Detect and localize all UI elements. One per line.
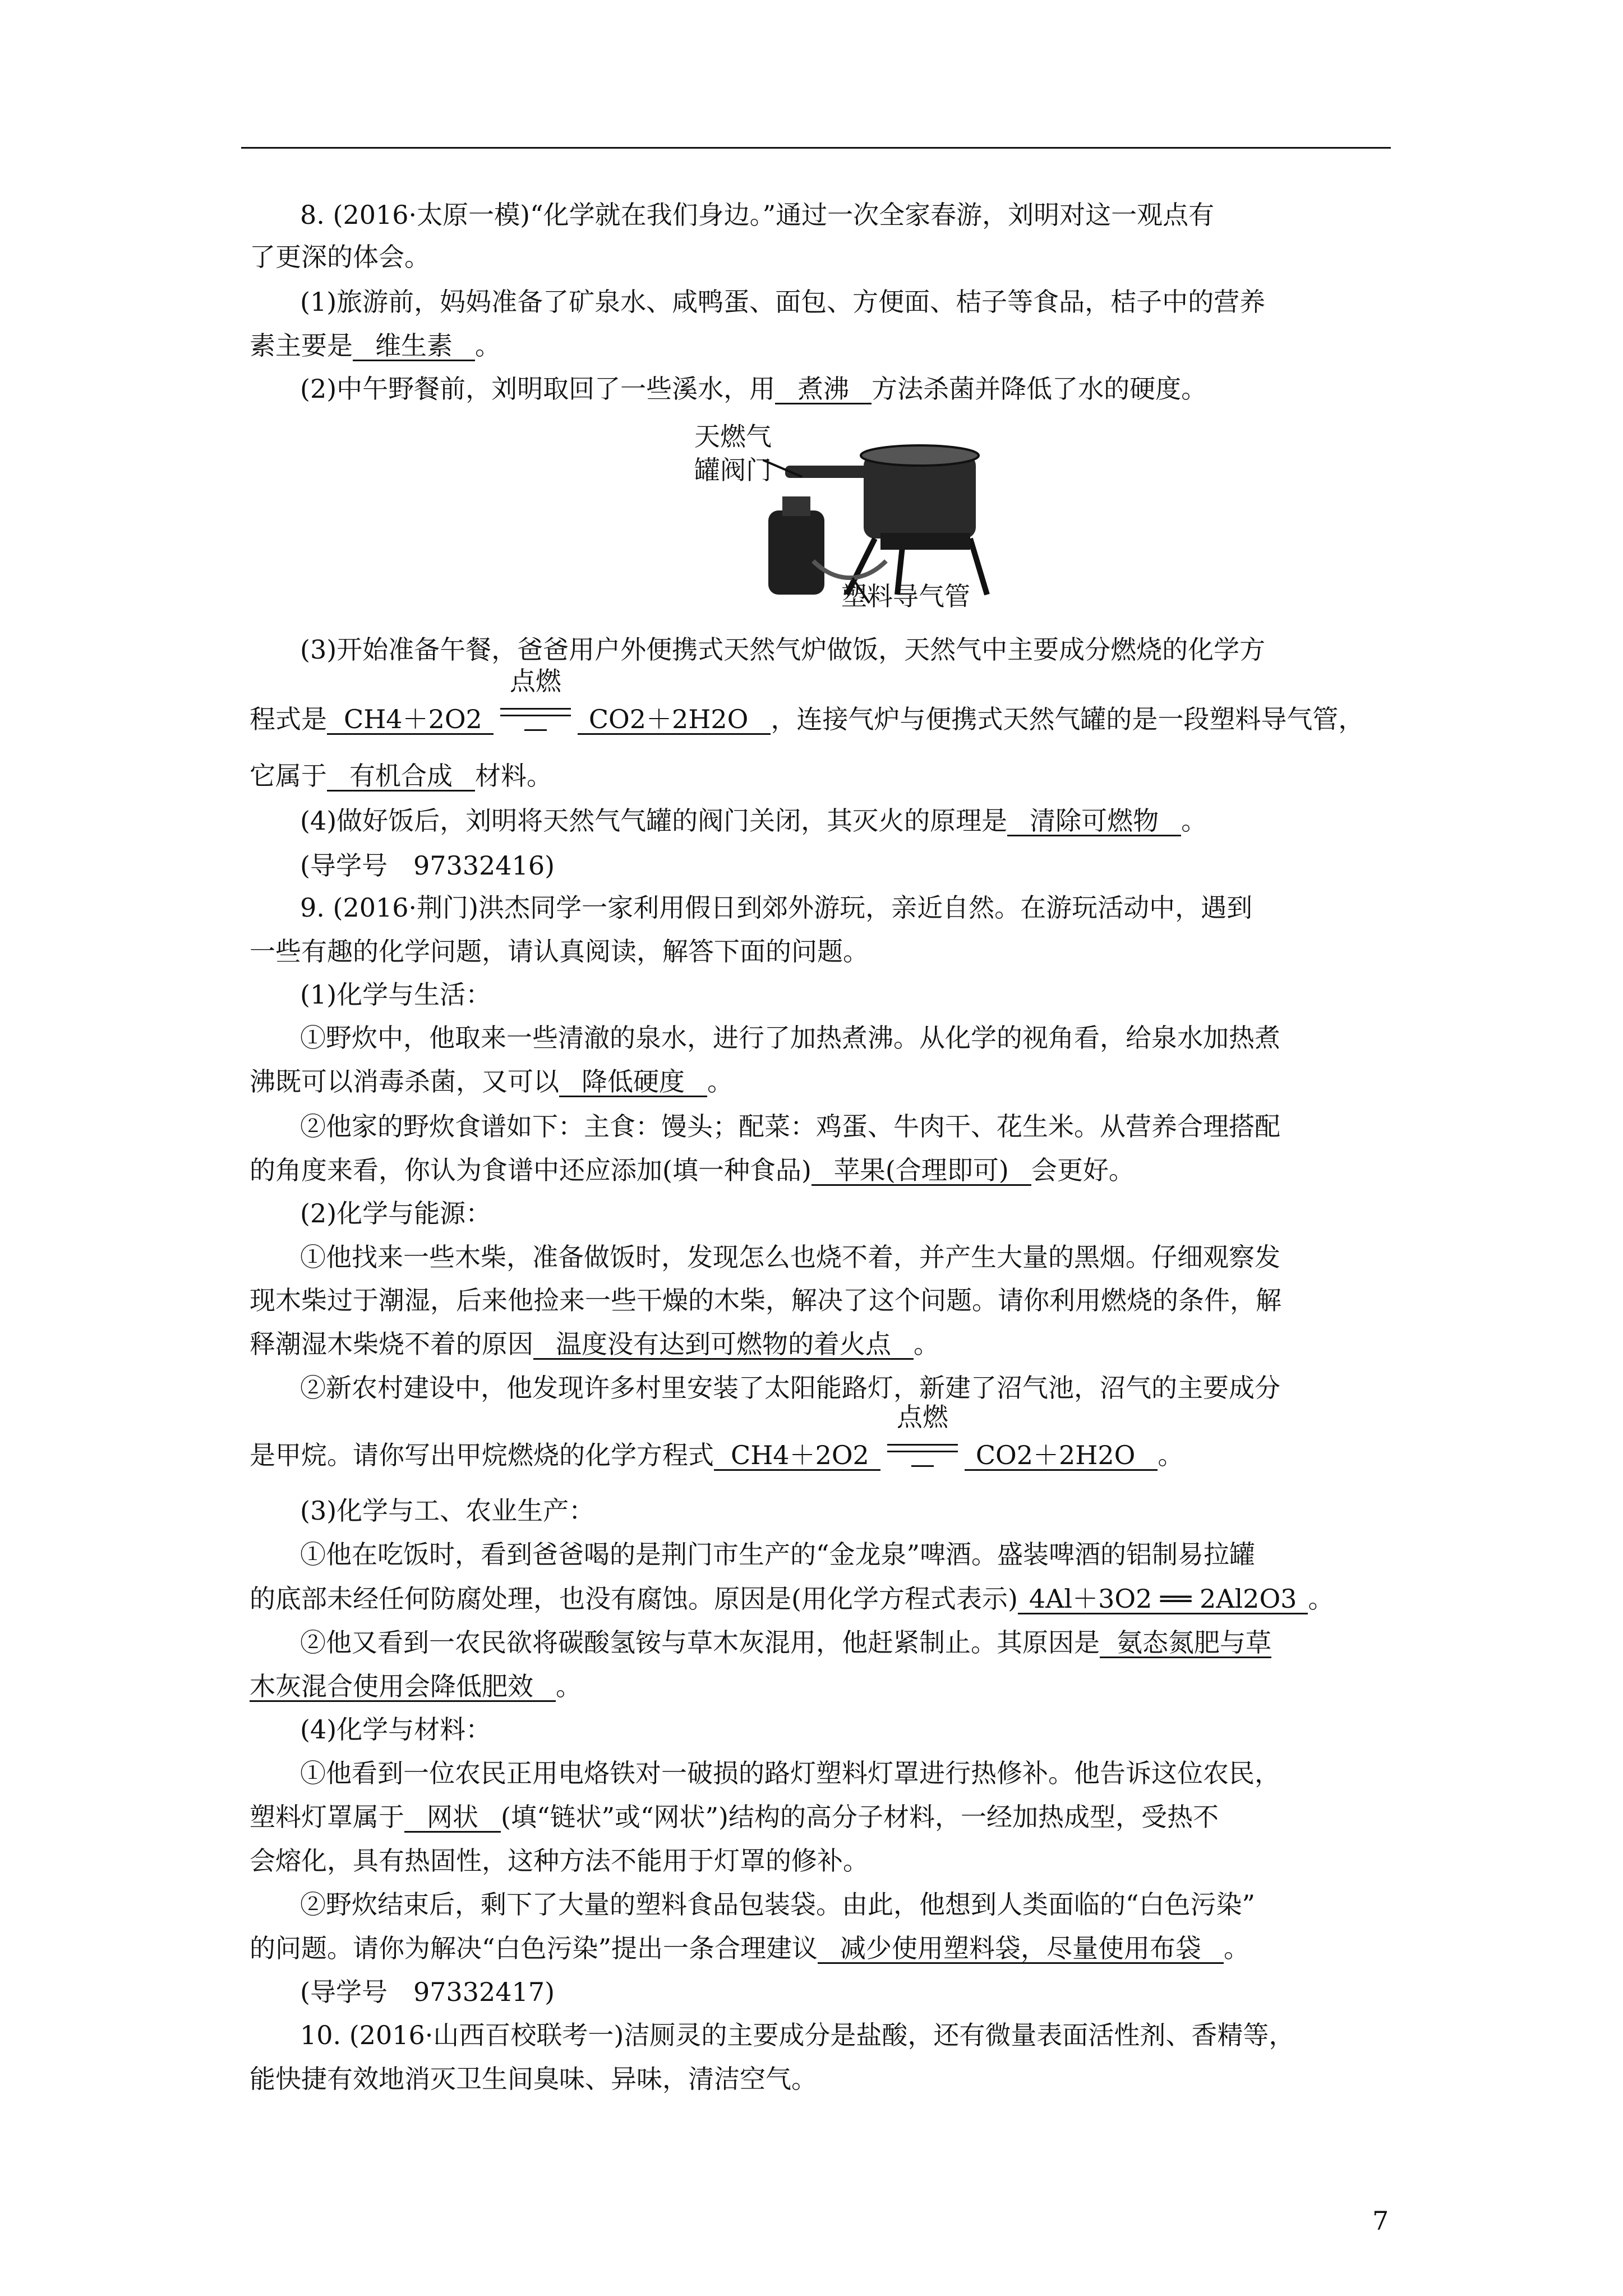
q9-c2-line2: 木灰混合使用会降低肥效 。 (250, 1671, 582, 1701)
q8-line2: 了更深的体会。 (250, 242, 430, 272)
q9-c1-line1: ①他在吃饭时，看到爸爸喝的是荆门市生产的“金龙泉”啤酒。盛装啤酒的铝制易拉罐 (300, 1539, 1256, 1570)
q9-line2: 一些有趣的化学问题，请认真阅读，解答下面的问题。 (250, 936, 869, 967)
q9-a1-line2: 沸既可以消毒杀菌，又可以 降低硬度 。 (250, 1066, 733, 1097)
q8-line1: 8. (2016·太原一模)“化学就在我们身边。”通过一次全家春游，刘明对这一观点有 (300, 200, 1215, 230)
q9-c2-answer-part1: 氨态氮肥与草 (1100, 1628, 1271, 1658)
q9-d2-line1: ②野炊结束后，剩下了大量的塑料食品包装袋。由此，他想到人类面临的“白色污染” (300, 1889, 1256, 1920)
q9-guide-number: (导学号 97332417) (300, 1977, 555, 2007)
q9-c2-line1: ②他又看到一农民欲将碳酸氢铵与草木灰混用，他赶紧制止。其原因是 氨态氮肥与草 (300, 1627, 1271, 1658)
q9-b1-line2: 现木柴过于潮湿，后来他捡来一些干燥的木柴，解决了这个问题。请你利用燃烧的条件，解 (250, 1285, 1281, 1315)
q9-h4: (4)化学与材料： (300, 1714, 492, 1745)
q9-b1-line3: 释潮湿木柴烧不着的原因 温度没有达到可燃物的着火点 。 (250, 1329, 939, 1359)
q9-h1: (1)化学与生活： (300, 979, 492, 1010)
q9-a2-answer: 苹果(合理即可) (811, 1156, 1031, 1186)
q9-d2-line2: 的问题。请你为解决“白色污染”提出一条合理建议 减少使用塑料袋，尽量使用布袋 。 (250, 1933, 1250, 1963)
q9-a2-line1: ②他家的野炊食谱如下：主食：馒头；配菜：鸡蛋、牛肉干、花生米。从营养合理搭配 (300, 1111, 1280, 1142)
q9-b2-eq-left: CH4＋2O2 (714, 1441, 880, 1471)
q9-d1-line3: 会熔化，具有热固性，这种方法不能用于灯罩的修补。 (250, 1846, 869, 1876)
q9-b1-line1: ①他找来一些木柴，准备做饭时，发现怎么也烧不着，并产生大量的黑烟。仔细观察发 (300, 1242, 1280, 1272)
q9-d2-answer: 减少使用塑料袋，尽量使用布袋 (818, 1934, 1224, 1964)
q9-c2-answer-part2: 木灰混合使用会降低肥效 (250, 1672, 556, 1702)
q8-s3-answer: 有机合成 (327, 762, 475, 792)
q8-s1-line2: 素主要是 维生素 。 (250, 330, 501, 361)
q8-s1-answer: 维生素 (353, 332, 475, 361)
q9-h3: (3)化学与工、农业生产： (300, 1496, 595, 1526)
q8-s2: (2)中午野餐前，刘明取回了一些溪水，用 煮沸 方法杀菌并降低了水的硬度。 (300, 374, 1207, 404)
q9-b2-line1: ②新农村建设中，他发现许多村里安装了太阳能路灯，新建了沼气池，沼气的主要成分 (300, 1373, 1280, 1403)
q8-guide-number: (导学号 97332416) (300, 850, 555, 881)
q9-d1-line2: 塑料灯罩属于 网状 (填“链状”或“网状”)结构的高分子材料，一经加热成型，受热不 (250, 1802, 1219, 1832)
q9-d1-line1: ①他看到一位农民正用电烙铁对一破损的路灯塑料灯罩进行热修补。他告诉这位农民， (300, 1758, 1280, 1788)
q8-s3-eq-left: CH4＋2O2 (327, 705, 494, 735)
page-number: 7 (1372, 2206, 1389, 2236)
q9-b2-eq-right: CO2＋2H2O (965, 1441, 1158, 1471)
q8-s1-line1: (1)旅游前，妈妈准备了矿泉水、咸鸭蛋、面包、方便面、桔子等食品，桔子中的营养 (300, 287, 1266, 317)
q10-line2: 能快捷有效地消灭卫生间臭味、异味，清洁空气。 (250, 2064, 817, 2094)
q8-s3-eq-arrow: 点燃 (494, 700, 578, 734)
q9-h2: (2)化学与能源： (300, 1198, 492, 1228)
figure-label-tube: 塑料导气管 (841, 581, 970, 611)
q9-a1-line1: ①野炊中，他取来一些清澈的泉水，进行了加热煮沸。从化学的视角看，给泉水加热煮 (300, 1023, 1280, 1053)
q8-s2-answer: 煮沸 (775, 375, 872, 404)
q9-a1-answer: 降低硬度 (559, 1068, 707, 1097)
q9-c1-line2: 的底部未经任何防腐处理，也没有腐蚀。原因是(用化学方程式表示) 4Al＋3O2 ══ 2Al2O3 。 (250, 1584, 1334, 1614)
q8-s3-line1: (3)开始准备午餐，爸爸用户外便携式天然气炉做饭，天然气中主要成分燃烧的化学方 (300, 634, 1266, 665)
q9-b2-line2: 是甲烷。请你写出甲烷燃烧的化学方程式 CH4＋2O2 点燃 CO2＋2H2O 。 (250, 1402, 1184, 1470)
q9-c1-answer: 4Al＋3O2 ══ 2Al2O3 (1018, 1585, 1308, 1614)
q9-line1: 9. (2016·荆门)洪杰同学一家利用假日到郊外游玩，亲近自然。在游玩活动中，遇到 (300, 892, 1253, 923)
q8-s3-eq-right: CO2＋2H2O (578, 705, 771, 735)
q10-line1: 10. (2016·山西百校联考一)洁厕灵的主要成分是盐酸，还有微量表面活性剂、香精等， (300, 2020, 1295, 2050)
q8-s3-line3: 它属于 有机合成 材料。 (250, 761, 552, 791)
q9-d1-answer: 网状 (404, 1803, 501, 1833)
header-rule (241, 147, 1391, 149)
q9-b1-answer: 温度没有达到可燃物的着火点 (533, 1330, 914, 1360)
q9-a2-line2: 的角度来看，你认为食谱中还应添加(填一种食品) 苹果(合理即可) 会更好。 (250, 1155, 1135, 1185)
figure-label-valve: 天燃气 罐阀门 (694, 421, 772, 485)
q8-s4-answer: 清除可燃物 (1007, 807, 1181, 836)
q9-b2-eq-arrow: 点燃 (880, 1436, 965, 1470)
q8-s4: (4)做好饭后，刘明将天然气气罐的阀门关闭，其灭火的原理是 清除可燃物 。 (300, 806, 1207, 836)
q8-s3-line2: 程式是 CH4＋2O2 点燃 CO2＋2H2O ，连接气炉与便携式天然气罐的是一段塑料导气管， (250, 666, 1364, 734)
